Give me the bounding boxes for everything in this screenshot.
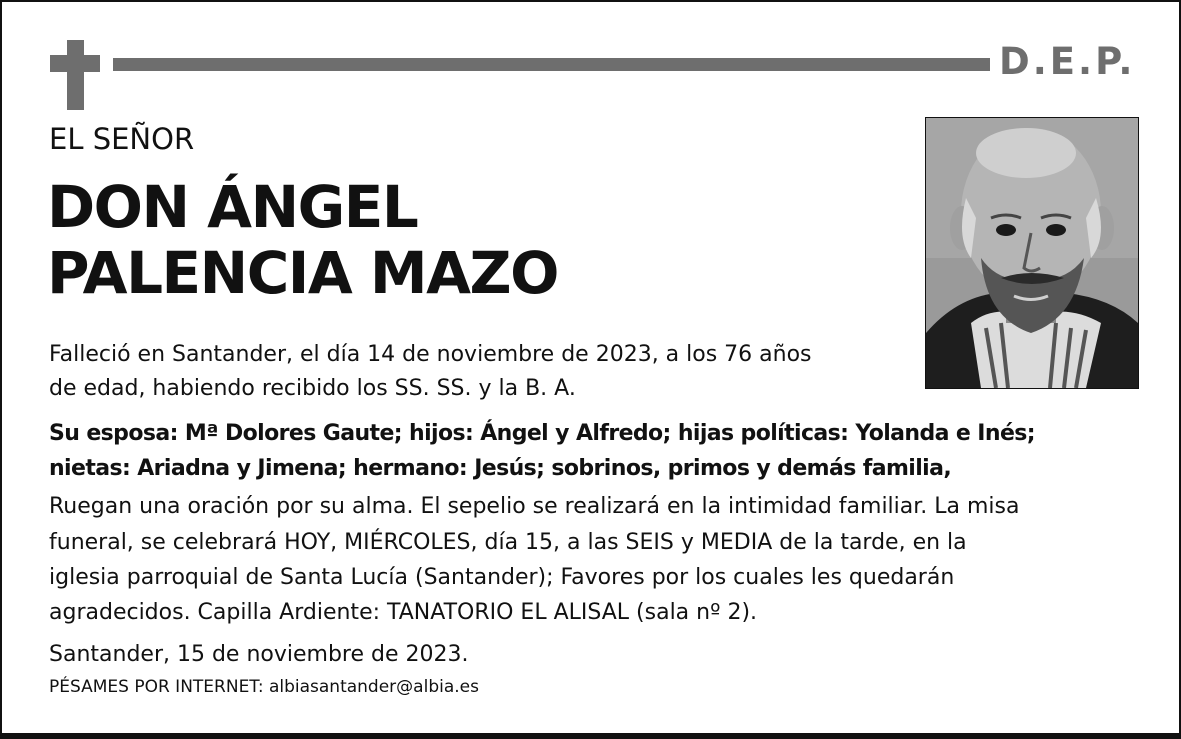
- header-rule: [113, 58, 990, 71]
- dep-label: D.E.P.: [999, 40, 1136, 83]
- family-line-1: Su esposa: Mª Dolores Gaute; hijos: Ángel y Alfredo; hijas políticas: Yolanda e Inés;: [49, 421, 1035, 446]
- service-text-line-3: iglesia parroquial de Santa Lucía (Santander); Favores por los cuales les quedarán: [49, 565, 955, 590]
- death-info-line-2: de edad, habiendo recibido los SS. SS. y la B. A.: [49, 376, 576, 401]
- condolences-line: PÉSAMES POR INTERNET: albiasantander@albia.es: [49, 677, 479, 697]
- family-line-2: nietas: Ariadna y Jimena; hermano: Jesús; sobrinos, primos y demás familia,: [49, 456, 952, 481]
- portrait-image: [926, 118, 1138, 388]
- service-text-line-4: agradecidos. Capilla Ardiente: TANATORIO EL ALISAL (sala nº 2).: [49, 600, 758, 625]
- service-text-line-2: funeral, se celebrará HOY, MIÉRCOLES, día 15, a las SEIS y MEDIA de la tarde, en la: [49, 530, 967, 555]
- date-line: Santander, 15 de noviembre de 2023.: [49, 642, 469, 667]
- deceased-name: [47, 174, 558, 306]
- portrait-photo: [925, 117, 1139, 389]
- cross-vertical-bar: [67, 40, 84, 110]
- death-info-line-1: Falleció en Santander, el día 14 de noviembre de 2023, a los 76 años: [49, 342, 812, 367]
- service-text-line-1: Ruegan una oración por su alma. El sepelio se realizará en la intimidad familiar. La misa: [49, 494, 1020, 519]
- name-line-2: PALENCIA MAZO: [47, 239, 558, 307]
- cross-horizontal-bar: [50, 55, 100, 72]
- name-line-1: DON ÁNGEL: [47, 173, 418, 241]
- honorific-title: EL SEÑOR: [49, 122, 195, 156]
